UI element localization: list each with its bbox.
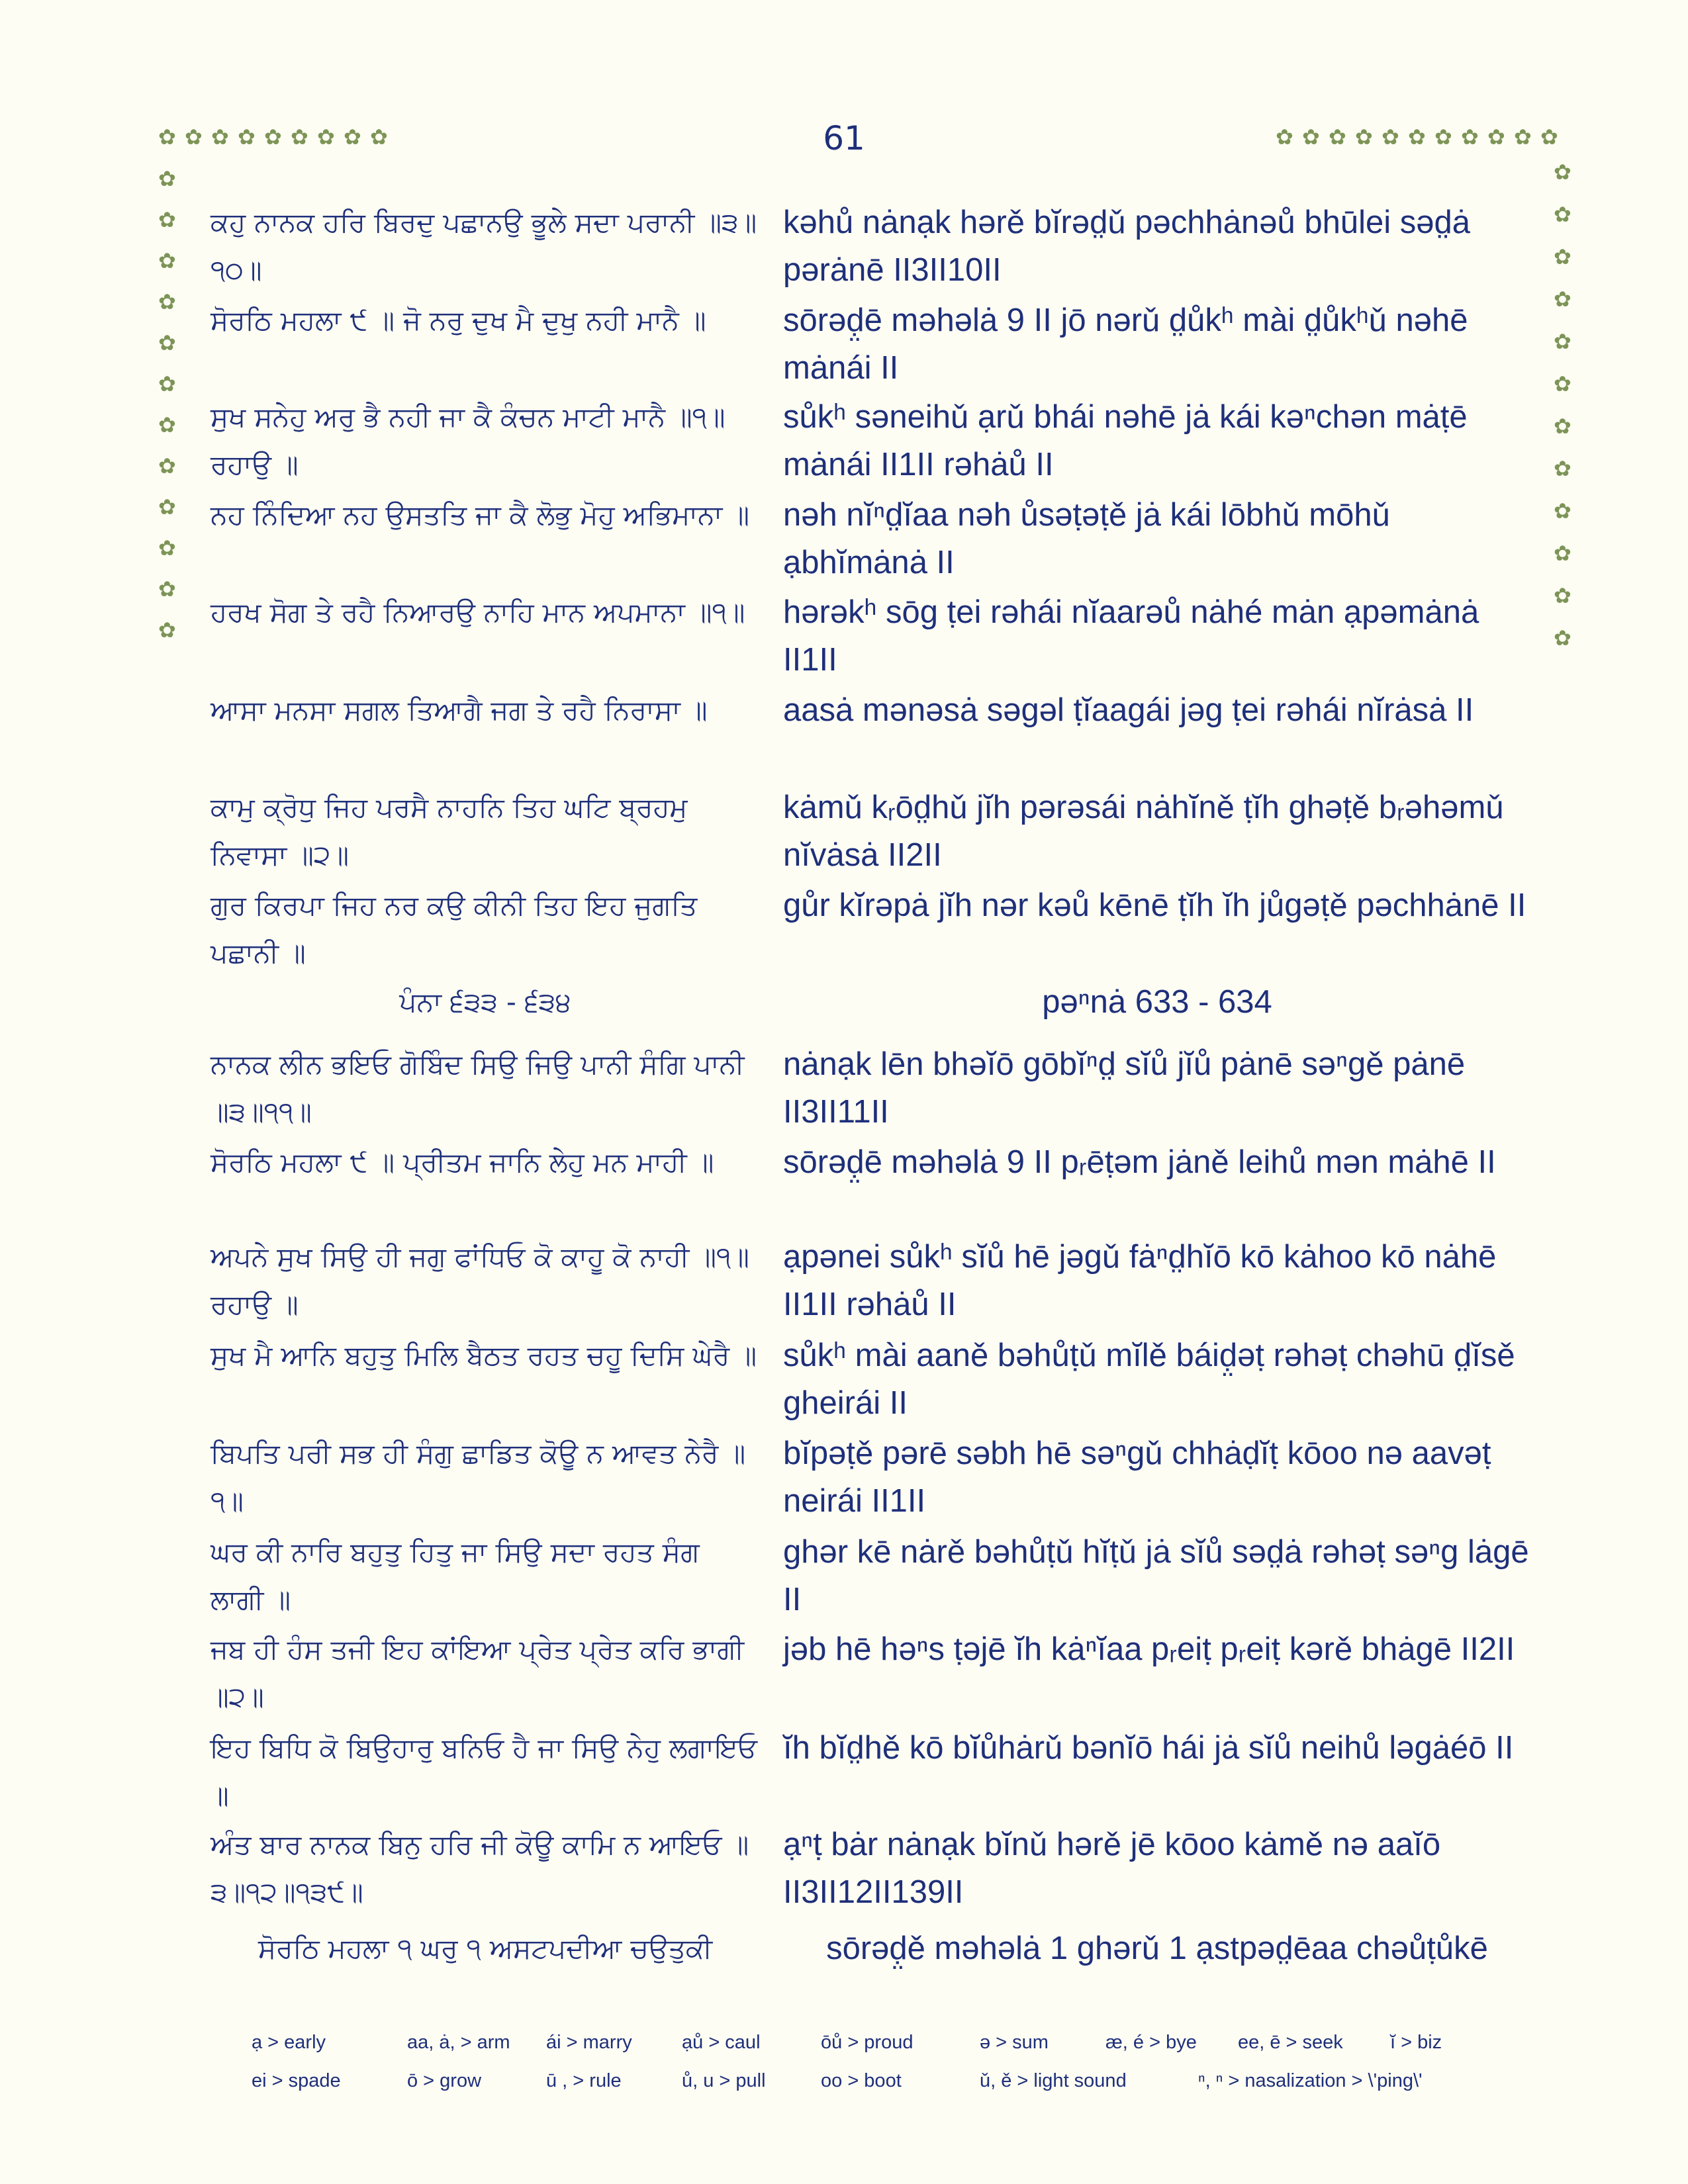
flower-ornament-icon: ✿ (158, 453, 176, 478)
flower-ornament-icon: ✿ (1382, 124, 1399, 150)
flower-ornament-icon: ✿ (158, 124, 176, 150)
transliteration-text: jəb hē həⁿs ṭəjē ĭh kȧⁿĭaa pᵣeiṭ pᵣeiṭ kərě bhȧgē ІІ2ІІ (783, 1631, 1515, 1667)
flower-ornament-icon: ✿ (1554, 541, 1571, 566)
gurmukhi-text: ਸੁਖ ਮੈ ਆਨਿ ਬਹੁਤੁ ਮਿਲਿ ਬੈਠਤ ਰਹਤ ਚਹੂ ਦਿਸਿ ਘੇਰੈ ॥ (211, 1340, 757, 1371)
flower-ornament-icon: ✿ (1554, 329, 1571, 354)
legend-item: ⁿ, ⁿ > nasalization > \'ping\' (1198, 2070, 1423, 2091)
flower-ornament-icon: ✿ (291, 124, 308, 150)
flower-ornament-icon: ✿ (158, 289, 176, 314)
flower-ornament-icon: ✿ (158, 207, 176, 232)
legend-item: ái > marry (546, 2032, 632, 2053)
legend-item: ǔ, ě > light sound (980, 2070, 1127, 2091)
transliteration-text: aasȧ mənəsȧ səgəl ṭĭaagái jəg ṭei rəhái nĭrȧsȧ ІІ (783, 692, 1474, 728)
flower-ornament-icon: ✿ (158, 576, 176, 602)
flower-ornament-icon: ✿ (1487, 124, 1505, 150)
flower-ornament-icon: ✿ (1302, 124, 1320, 150)
pronunciation-legend (252, 2032, 1542, 2109)
flower-ornament-icon: ✿ (1554, 583, 1571, 608)
gurmukhi-text: ਪੰਨਾ ੬੩੩ - ੬੩੪ (399, 986, 571, 1018)
flower-ornament-icon: ✿ (1554, 244, 1571, 269)
flower-ornament-icon: ✿ (158, 412, 176, 437)
legend-item: ōů > proud (821, 2032, 914, 2053)
transliteration-text: sōrəḍ̤ē məhəlȧ 9 ІІ jō nərǔ d̤ůkʰ mài d̤ůkʰǔ nəhē mȧnái ІІ (783, 302, 1477, 386)
flower-ornament-icon: ✿ (1554, 287, 1571, 312)
flower-ornament-icon: ✿ (1329, 124, 1346, 150)
gurmukhi-text: ਸੁਖ ਸਨੇਹੁ ਅਰੁ ਭੈ ਨਹੀ ਜਾ ਕੈ ਕੰਚਨ ਮਾਟੀ ਮਾਨੈ ॥੧॥ ਰਹਾਉ ॥ (211, 401, 734, 480)
legend-row (252, 2032, 1542, 2070)
flower-ornament-icon: ✿ (344, 124, 361, 150)
gurmukhi-text: ਇਹ ਬਿਧਿ ਕੋ ਬਿਉਹਾਰੁ ਬਨਿਓ ਹੈ ਜਾ ਸਿਉ ਨੇਹੁ ਲਗਾਇਓ ॥ (211, 1732, 767, 1811)
transliteration-text: sůkʰ səneihǔ ạrǔ bhái nəhē jȧ kái kəⁿchən mȧṭē mȧnái ІІ1ІІ rəhȧů ІІ (783, 399, 1477, 482)
gurmukhi-text: ਨਹ ਨਿੰਦਿਆ ਨਹ ਉਸਤਤਿ ਜਾ ਕੈ ਲੋਭੁ ਮੋਹੁ ਅਭਿਮਾਨਾ ॥ (211, 499, 750, 531)
flower-ornament-icon: ✿ (1554, 414, 1571, 439)
flower-ornament-icon: ✿ (158, 617, 176, 643)
flower-ornament-icon: ✿ (1355, 124, 1373, 150)
flower-ornament-icon: ✿ (1276, 124, 1293, 150)
flower-ornament-icon: ✿ (158, 494, 176, 520)
flower-ornament-icon: ✿ (211, 124, 229, 150)
transliteration-text: sōrəḍ̤ē məhəlȧ 9 ІІ pᵣēṭəm jȧně leihů mən mȧhē ІІ (783, 1144, 1496, 1180)
transliteration-text: nəh nĭⁿd̤ĭaa nəh ůsəṭəṭě jȧ kái lōbhǔ mōhǔ ạbhĭmȧnȧ ІІ (783, 497, 1399, 580)
flower-ornament-icon: ✿ (1408, 124, 1426, 150)
flower-ornament-icon: ✿ (317, 124, 335, 150)
transliteration-text: bĭpəṭě pərē səbh hē səⁿgǔ chhȧḍĭṭ kōoo nə aavəṭ neirái ІІ1ІІ (783, 1435, 1501, 1519)
transliteration-text: ạⁿṭ bȧr nȧnạk bĭnǔ hərě jē kōoo kȧmě nə aaĭō ІІ3ІІ12ІІ139ІІ (783, 1827, 1450, 1910)
flower-ornament-icon: ✿ (1554, 159, 1571, 185)
gurmukhi-text: ਅੰਤ ਬਾਰ ਨਾਨਕ ਬਿਨੁ ਹਰਿ ਜੀ ਕੋਊ ਕਾਮਿ ਨ ਆਇਓ ॥੩॥੧੨॥੧੩੯॥ (211, 1829, 749, 1908)
flower-ornament-icon: ✿ (1461, 124, 1479, 150)
transliteration-text: kȧmǔ kᵣōd̤hǔ jĭh pərəsái nȧhĭně ṭĭh ghəṭě bᵣəhəmǔ nĭvȧsȧ ІІ2ІІ (783, 790, 1513, 873)
flower-ornament-icon: ✿ (158, 248, 176, 273)
transliteration-text: sůkʰ mài aaně bəhůṭǔ mĭlě báiḍ̤əṭ rəhəṭ chəhū d̤ĭsě gheirái ІІ (783, 1338, 1524, 1421)
flower-ornament-icon: ✿ (1554, 456, 1571, 481)
transliteration-text: ạpənei sůkʰ sĭů hē jəgǔ fȧⁿd̤hĭō kō kȧhoo kō nȧhē ІІ1ІІ rəhȧů ІІ (783, 1239, 1505, 1322)
gurmukhi-text: ਜਬ ਹੀ ਹੰਸ ਤਜੀ ਇਹ ਕਾਂਇਆ ਪ੍ਰੇਤ ਪ੍ਰੇਤ ਕਰਿ ਭਾਗੀ ॥੨॥ (211, 1633, 753, 1713)
gurmukhi-text: ਹਰਖ ਸੋਗ ਤੇ ਰਹੈ ਨਿਆਰਉ ਨਾਹਿ ਮਾਨ ਅਪਮਾਨਾ ॥੧॥ (211, 596, 745, 628)
transliteration-text: kəhů nȧnạk hərě bĭrəd̤ǔ pəchhȧnəů bhūlei səd̤ȧ pərȧnē ІІ3ІІ10ІІ (783, 205, 1479, 288)
legend-item: aa, ȧ, > arm (407, 2032, 510, 2053)
legend-item: ū , > rule (546, 2070, 622, 2091)
legend-item: ů, u > pull (682, 2070, 766, 2091)
gurmukhi-text: ਸੋਰਠਿ ਮਹਲਾ ੯ ॥ ਪ੍ਰੀਤਮ ਜਾਨਿ ਲੇਹੁ ਮਨ ਮਾਹੀ ॥ (211, 1146, 714, 1178)
flower-ornament-icon: ✿ (158, 371, 176, 396)
flower-ornament-icon: ✿ (185, 124, 203, 150)
legend-item: ạů > caul (682, 2032, 761, 2053)
legend-item: ee, ē > seek (1238, 2032, 1343, 2053)
legend-item: oo > boot (821, 2070, 902, 2091)
transliteration-text: gůr kĭrəpȧ jĭh nər kəů kēnē ṭĭh ĭh jůgəṭě pəchhȧnē ІІ (783, 887, 1526, 923)
transliteration-text: sōrəḍ̤ě məhəlȧ 1 ghərǔ 1 ạstpəd̤ēaa chəůṭůkē (826, 1931, 1488, 1966)
transliteration-text: ghər kē nȧrě bəhůṭǔ hĭṭǔ jȧ sĭů səd̤ȧ rəhəṭ səⁿg lȧgē ІІ (783, 1534, 1538, 1617)
gurmukhi-text: ਨਾਨਕ ਲੀਨ ਭਇਓ ਗੋਬਿੰਦ ਸਿਉ ਜਿਉ ਪਾਨੀ ਸੰਗਿ ਪਾਨੀ ॥੩॥੧੧॥ (211, 1048, 753, 1128)
transliteration-text: nȧnạk lēn bhəĭō gōbĭⁿd̤ sĭů jĭů pȧnē səⁿgě pȧnē ІІ3ІІ11ІІ (783, 1046, 1474, 1130)
gurmukhi-text: ਸੋਰਠਿ ਮਹਲਾ ੯ ॥ ਜੋ ਨਰੁ ਦੁਖ ਮੈ ਦੁਖੁ ਨਹੀ ਮਾਨੈ ॥ (211, 304, 706, 336)
flower-ornament-icon: ✿ (1554, 202, 1571, 227)
flower-ornament-icon: ✿ (158, 166, 176, 191)
legend-row (252, 2070, 1542, 2109)
flower-ornament-icon: ✿ (1554, 498, 1571, 523)
gurmukhi-text: ਅਪਨੇ ਸੁਖ ਸਿਉ ਹੀ ਜਗੁ ਫਾਂਧਿਓ ਕੋ ਕਾਹੂ ਕੋ ਨਾਹੀ ॥੧॥ ਰਹਾਉ ॥ (211, 1241, 758, 1320)
flower-ornament-icon: ✿ (238, 124, 256, 150)
flower-ornament-icon: ✿ (1514, 124, 1532, 150)
flower-ornament-icon: ✿ (264, 124, 282, 150)
transliteration-text: pəⁿnȧ 633 - 634 (1042, 984, 1272, 1020)
flower-ornament-icon: ✿ (158, 535, 176, 561)
legend-item: æ, é > bye (1105, 2032, 1197, 2053)
flower-ornament-icon: ✿ (1434, 124, 1452, 150)
gurmukhi-text: ਘਰ ਕੀ ਨਾਰਿ ਬਹੁਤੁ ਹਿਤੁ ਜਾ ਸਿਉ ਸਦਾ ਰਹਤ ਸੰਗ ਲਾਗੀ ॥ (211, 1536, 708, 1615)
gurmukhi-text: ਸੋਰਠਿ ਮਹਲਾ ੧ ਘਰੁ ੧ ਅਸਟਪਦੀਆ ਚਉਤੁਕੀ (258, 1933, 713, 1964)
gurmukhi-text: ਆਸਾ ਮਨਸਾ ਸਗਲ ਤਿਆਗੈ ਜਗ ਤੇ ਰਹੈ ਨਿਰਾਸਾ ॥ (211, 694, 708, 726)
legend-item: ạ > early (252, 2032, 326, 2053)
legend-item: ō > grow (407, 2070, 482, 2091)
transliteration-text: ĭh bĭd̤hě kō bĭůhȧrǔ bənĭō hái jȧ sĭů neihů ləgȧéō ІІ (783, 1730, 1514, 1766)
flower-ornament-icon: ✿ (1554, 371, 1571, 396)
gurmukhi-text: ਬਿਪਤਿ ਪਰੀ ਸਭ ਹੀ ਸੰਗੁ ਛਾਡਿਤ ਕੋਊ ਨ ਆਵਤ ਨੇਰੈ ॥੧॥ (211, 1437, 746, 1517)
flower-ornament-icon: ✿ (1554, 625, 1571, 651)
flower-ornament-icon: ✿ (1540, 124, 1558, 150)
flower-ornament-icon: ✿ (370, 124, 388, 150)
gurmukhi-text: ਕਹੁ ਨਾਨਕ ਹਰਿ ਬਿਰਦੁ ਪਛਾਨਉ ਭੂਲੇ ਸਦਾ ਪਰਾਨੀ ॥੩॥੧੦॥ (211, 206, 757, 286)
legend-item: ə > sum (980, 2032, 1049, 2053)
gurmukhi-text: ਗੁਰ ਕਿਰਪਾ ਜਿਹ ਨਰ ਕਉ ਕੀਨੀ ਤਿਹ ਇਹ ਜੁਗਤਿ ਪਛਾਨੀ ॥ (211, 889, 706, 969)
transliteration-text: hərəkʰ sōg ṭei rəhái nĭaarəů nȧhé mȧn ạpəmȧnȧ ІІ1ІІ (783, 594, 1488, 678)
legend-item: ĭ > biz (1390, 2032, 1442, 2053)
legend-item: ei > spade (252, 2070, 341, 2091)
flower-ornament-icon: ✿ (158, 330, 176, 355)
page-number: 61 (823, 119, 865, 158)
gurmukhi-text: ਕਾਮੁ ਕ੍ਰੋਧੁ ਜਿਹ ਪਰਸੈ ਨਾਹਨਿ ਤਿਹ ਘਟਿ ਬ੍ਰਹਮੁ ਨਿਵਾਸਾ ॥੨॥ (211, 792, 696, 871)
